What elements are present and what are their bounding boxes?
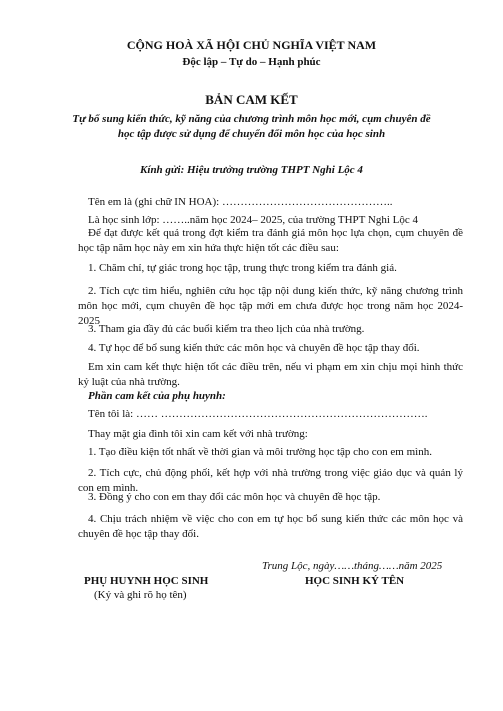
document-title: BẢN CAM KẾT [205, 92, 298, 107]
parent-item-1: 1. Tạo điều kiện tốt nhất về thời gian và môi trường học tập cho con em mình. [88, 446, 432, 458]
subtitle-line-2: học tập được sử dụng để chuyển đổi môn học của học sinh [117, 128, 386, 140]
student-name-line: Tên em là (ghi chữ IN HOA): ……………………………………….. [88, 196, 393, 208]
student-signature-title: HỌC SINH KÝ TÊN [305, 575, 405, 587]
parent-signature-note: (Ký và ghi rõ họ tên) [94, 589, 187, 601]
student-closing: Em xin cam kết thực hiện tốt các điều trên, nếu vi phạm em xin chịu mọi hình thức kỷ luật của nhà trường. [78, 361, 463, 388]
parent-item-3: 3. Đồng ý cho con em thay đổi các môn học và chuyên đề học tập. [88, 491, 381, 503]
national-motto: Độc lập – Tự do – Hạnh phúc [182, 56, 321, 68]
student-item-1: 1. Chăm chỉ, tự giác trong học tập, trung thực trong kiểm tra đánh giá. [88, 262, 397, 274]
parent-item-4: 4. Chịu trách nhiệm về việc cho con em tự học bổ sung kiến thức các môn học và chuyên đề học tập thay đổi. [78, 513, 463, 540]
parent-signature-title: PHỤ HUYNH HỌC SINH [84, 575, 209, 587]
recipient-line: Kính gửi: Hiệu trưởng trường THPT Nghi Lộc 4 [140, 164, 363, 176]
national-title: CỘNG HOÀ XÃ HỘI CHỦ NGHĨA VIỆT NAM [126, 38, 377, 52]
student-item-2: 2. Tích cực tìm hiểu, nghiên cứu học tập nội dung kiến thức, kỹ năng chương trình môn học mới, cụm chuyên đề học tập mới em chưa được học trong năm học 2024-2025 [78, 285, 463, 327]
student-intro: Để đạt được kết quả trong đợt kiểm tra đánh giá môn học lựa chọn, cụm chuyên đề học tập năm học này em xin hứa thực hiện tốt các điều sau: [78, 227, 463, 254]
date-line: Trung Lộc, ngày……tháng……năm 2025 [262, 560, 443, 572]
parent-name-line: Tên tôi là: …… ………………………………………………………………. [88, 408, 428, 420]
parent-item-2: 2. Tích cực, chủ động phối, kết hợp với nhà trường trong việc giáo dục và quản lý con em mình. [78, 467, 463, 494]
student-class-line: Là học sinh lớp: ……..năm học 2024– 2025, của trường THPT Nghi Lộc 4 [88, 214, 419, 226]
parent-heading: Phần cam kết của phụ huynh: [88, 390, 226, 402]
subtitle-line-1: Tự bổ sung kiến thức, kỹ năng của chương trình môn học mới, cụm chuyên đề [72, 113, 431, 125]
parent-commit-line: Thay mặt gia đình tôi xin cam kết với nhà trường: [88, 428, 308, 440]
student-item-3: 3. Tham gia đầy đủ các buổi kiểm tra theo lịch của nhà trường. [88, 323, 365, 335]
student-item-4: 4. Tự học để bổ sung kiến thức các môn học và chuyên đề học tập thay đổi. [88, 342, 420, 354]
